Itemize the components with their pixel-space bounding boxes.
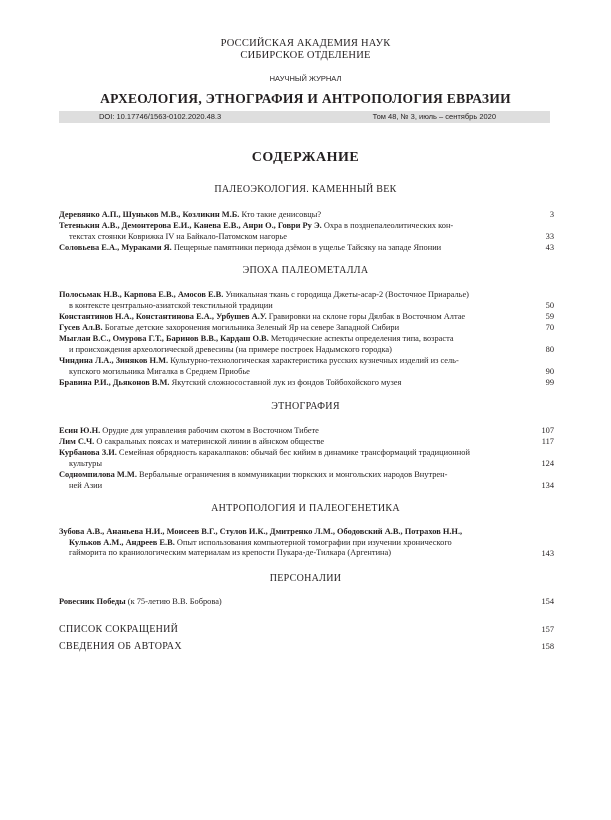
page-number: 80 <box>545 345 554 354</box>
page-number: 117 <box>541 437 554 446</box>
toc-entry[interactable]: Содномпилова М.М. Вербальные ограничения в коммуникации тюркских и монгольских народов Внутрен- ней Азии <box>59 470 448 490</box>
section-title: ПАЛЕОЭКОЛОГИЯ. КАМЕННЫЙ ВЕК <box>214 184 397 195</box>
page-number: 107 <box>541 426 554 435</box>
abbreviations-link[interactable]: СПИСОК СОКРАЩЕНИЙ <box>59 624 179 635</box>
org-line-1: РОССИЙСКАЯ АКАДЕМИЯ НАУК <box>220 38 391 49</box>
page-number: 99 <box>545 378 554 387</box>
issue-text: Том 48, № 3, июль – сентябрь 2020 <box>372 112 496 121</box>
toc-entry[interactable]: Соловьева Е.А., Мураками Я. Пещерные памятники периода дзёмон в ущелье Тайсяку на западе Японии <box>59 243 442 252</box>
toc-entry[interactable]: Мыглан В.С., Омурова Г.Т., Баринов В.В., Кардаш О.В. Методические аспекты определения типа, возраста и происхождения археологической древесины (на примере построек Надымского городка) <box>59 334 454 354</box>
journal-title: АРХЕОЛОГИЯ, ЭТНОГРАФИЯ И АНТРОПОЛОГИЯ ЕВРАЗИИ <box>100 91 511 106</box>
org-line-2: СИБИРСКОЕ ОТДЕЛЕНИЕ <box>240 50 371 61</box>
journal-kind: НАУЧНЫЙ ЖУРНАЛ <box>269 74 342 83</box>
page-number: 59 <box>545 312 554 321</box>
page-number: 50 <box>545 301 554 310</box>
authors-info-link[interactable]: СВЕДЕНИЯ ОБ АВТОРАХ <box>59 641 182 652</box>
toc-entry[interactable]: Бравина Р.И., Дьяконов В.М. Якутский сложносоставной лук из фондов Тойбохойского музея <box>59 378 402 387</box>
page-number: 33 <box>545 232 554 241</box>
section-title: АНТРОПОЛОГИЯ И ПАЛЕОГЕНЕТИКА <box>211 503 400 514</box>
section-title: ЭТНОГРАФИЯ <box>271 401 340 412</box>
toc-entry[interactable]: Деревянко А.П., Шуньков М.В., Козликин М.Б. Кто такие денисовцы? <box>59 210 322 219</box>
toc-entry[interactable]: Тетенькин А.В., Демонтерова Е.И., Канева Е.В., Анри О., Говри Ру Э. Охра в позднепалеолитических кон- текстах стоянки Коврижка IV на Байкало-Патомском нагорье <box>59 221 454 241</box>
page-number: 154 <box>541 597 554 606</box>
doi-text: DOI: 10.17746/1563-0102.2020.48.3 <box>99 112 222 121</box>
page-number: 90 <box>545 367 554 376</box>
toc-entry[interactable]: Чиндина Л.А., Зиняков Н.М. Культурно-технологическая характеристика русских кузнечных изделий из сель- купского могильника Мигалка в Среднем Приобье <box>59 356 459 376</box>
section-title: ПЕРСОНАЛИИ <box>269 573 342 584</box>
contents-title: СОДЕРЖАНИЕ <box>251 150 360 165</box>
toc-entry[interactable]: Полосьмак Н.В., Карпова Е.В., Амосов Е.В. Уникальная ткань с городища Джеты-асар-2 (Восточное Приаралье) в контексте центрально-азиатской текстильной традиции <box>59 290 469 310</box>
toc-entry[interactable]: Курбанова З.И. Семейная обрядность каракалпаков: обычай бес кийим в динамике трансформаций традиционной культуры <box>59 448 470 468</box>
toc-entry[interactable]: Есин Ю.Н. Орудие для управления рабочим скотом в Восточном Тибете <box>59 426 319 435</box>
page-number: 134 <box>541 481 554 490</box>
toc-entry[interactable]: Гусев Ал.В. Богатые детские захоронения могильника Зеленый Яр на севере Западной Сибири <box>59 323 400 332</box>
toc-entry[interactable]: Константинов Н.А., Константинова Е.А., Урбушев А.У. Гравировки на склоне горы Дялбак в Восточном Алтае <box>59 312 466 321</box>
page-number: 143 <box>541 549 554 558</box>
toc-entry[interactable]: Ровесник Победы (к 75-летию В.В. Боброва) <box>59 597 222 606</box>
page-number: 3 <box>549 210 554 219</box>
toc-entry[interactable]: Лим С.Ч. О сакральных поясах и материнской линии в айнском обществе <box>59 437 325 446</box>
page-number: 124 <box>541 459 554 468</box>
toc-entry[interactable]: Зубова А.В., Ананьева Н.И., Моисеев В.Г., Стулов И.К., Дмитренко Л.М., Ободовский А.В., Потрахов Н.Н., Кульков А.М., Андреев Е.В. Опыт использования компьютерной томографии при изучении хронического гайморита по краниологическим материалам из крепости Пукара-де-Тилкара (Аргентина) <box>59 527 463 558</box>
section-title: ЭПОХА ПАЛЕОМЕТАЛЛА <box>242 265 369 276</box>
page-number: 43 <box>545 243 554 252</box>
page-number: 157 <box>541 625 554 634</box>
page-number: 70 <box>545 323 554 332</box>
page-number: 158 <box>541 642 554 651</box>
doi-bar <box>59 111 550 123</box>
